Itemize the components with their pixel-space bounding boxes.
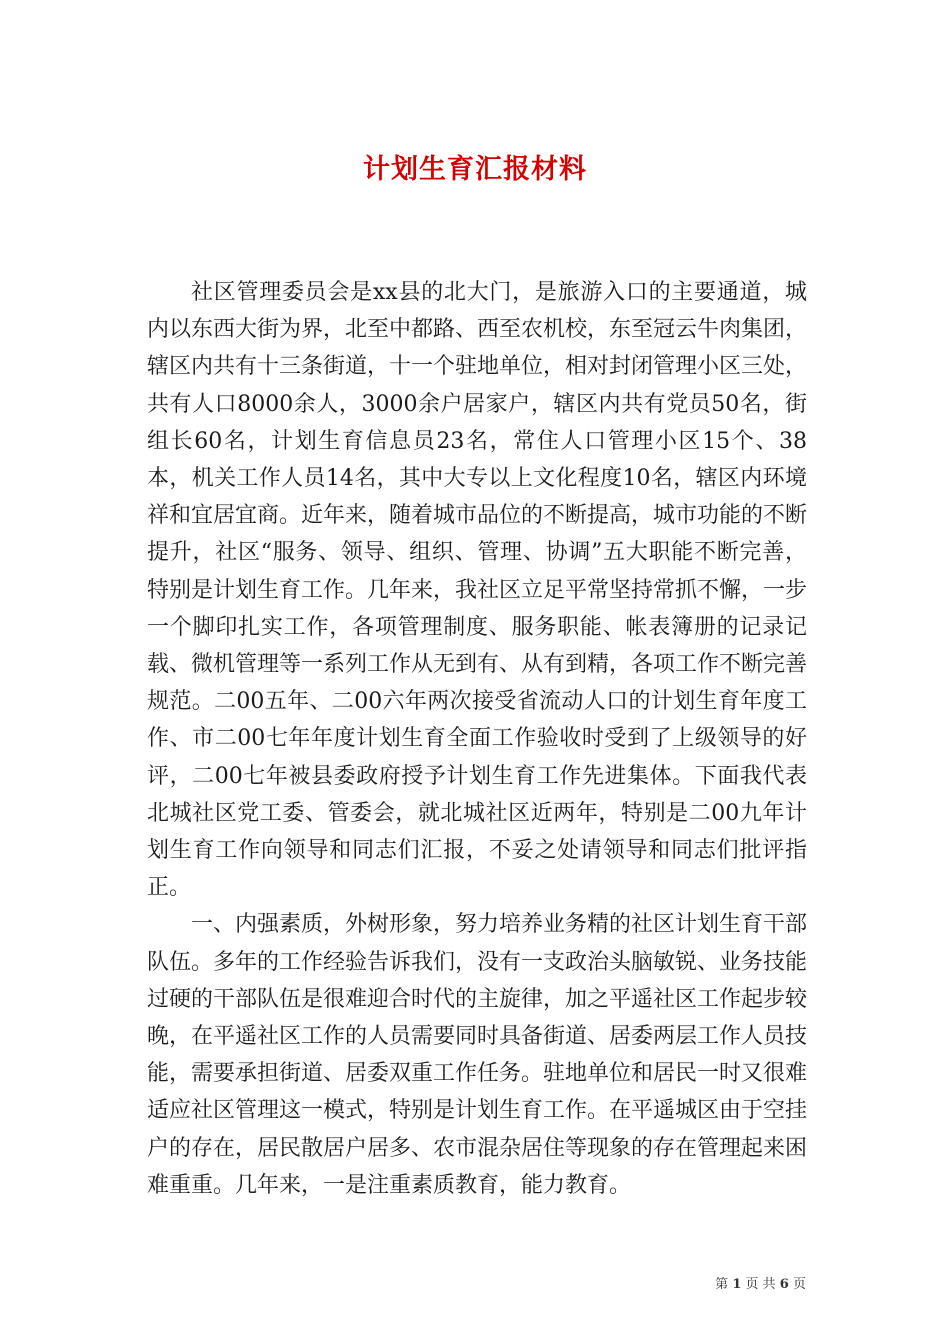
footer-prefix: 第: [715, 1277, 729, 1292]
document-body: [147, 274, 807, 1204]
paragraph: 社区管理委员会是xx县的北大门，是旅游入口的主要通道，城内以东西大街为界，北至中都路、西至农机校，东至冠云牛肉集团，辖区内共有十三条街道，十一个驻地单位，相对封闭管理小区三处，共有人口8000余人，3000余户居家户，辖区内共有党员50名，街组长60名，计划生育信息员23名，常住人口管理小区15个、38本，机关工作人员14名，其中大专以上文化程度10名，辖区内环境祥和宜居宜商。近年来，随着城市品位的不断提高，城市功能的不断提升，社区“服务、领导、组织、管理、协调”五大职能不断完善，特别是计划生育工作。几年来，我社区立足平常坚持常抓不懈，一步一个脚印扎实工作，各项管理制度、服务职能、帐表簿册的记录记载、微机管理等一系列工作从无到有、从有到精，各项工作不断完善规范。二00五年、二00六年两次接受省流动人口的计划生育年度工作、市二00七年年度计划生育全面工作验收时受到了上级领导的好评，二00七年被县委政府授予计划生育工作先进集体。下面我代表北城社区党工委、管委会，就北城社区近两年，特别是二00九年计划生育工作向领导和同志们汇报，不妥之处请领导和同志们批评指正。: [147, 280, 808, 901]
total-page-number: 6: [779, 1277, 789, 1292]
page-title: 计划生育汇报材料: [363, 154, 587, 186]
current-page-number: 1: [732, 1277, 742, 1292]
paragraph: 一、内强素质，外树形象，努力培养业务精的社区计划生育干部队伍。多年的工作经验告诉我们，没有一支政治头脑敏锐、业务技能过硬的干部队伍是很难迎合时代的主旋律，加之平遥社区工作起步较晚，在平遥社区工作的人员需要同时具备街道、居委两层工作人员技能，需要承担街道、居委双重工作任务。驻地单位和居民一时又很难适应社区管理这一模式，特别是计划生育工作。在平遥城区由于空挂户的存在，居民散居户居多、农市混杂居住等现象的存在管理起来困难重重。几年来，一是注重素质教育，能力教育。: [147, 912, 808, 1198]
footer-middle: 页 共: [745, 1277, 776, 1292]
footer-suffix: 页: [792, 1277, 806, 1292]
page-footer: [580, 1276, 806, 1294]
